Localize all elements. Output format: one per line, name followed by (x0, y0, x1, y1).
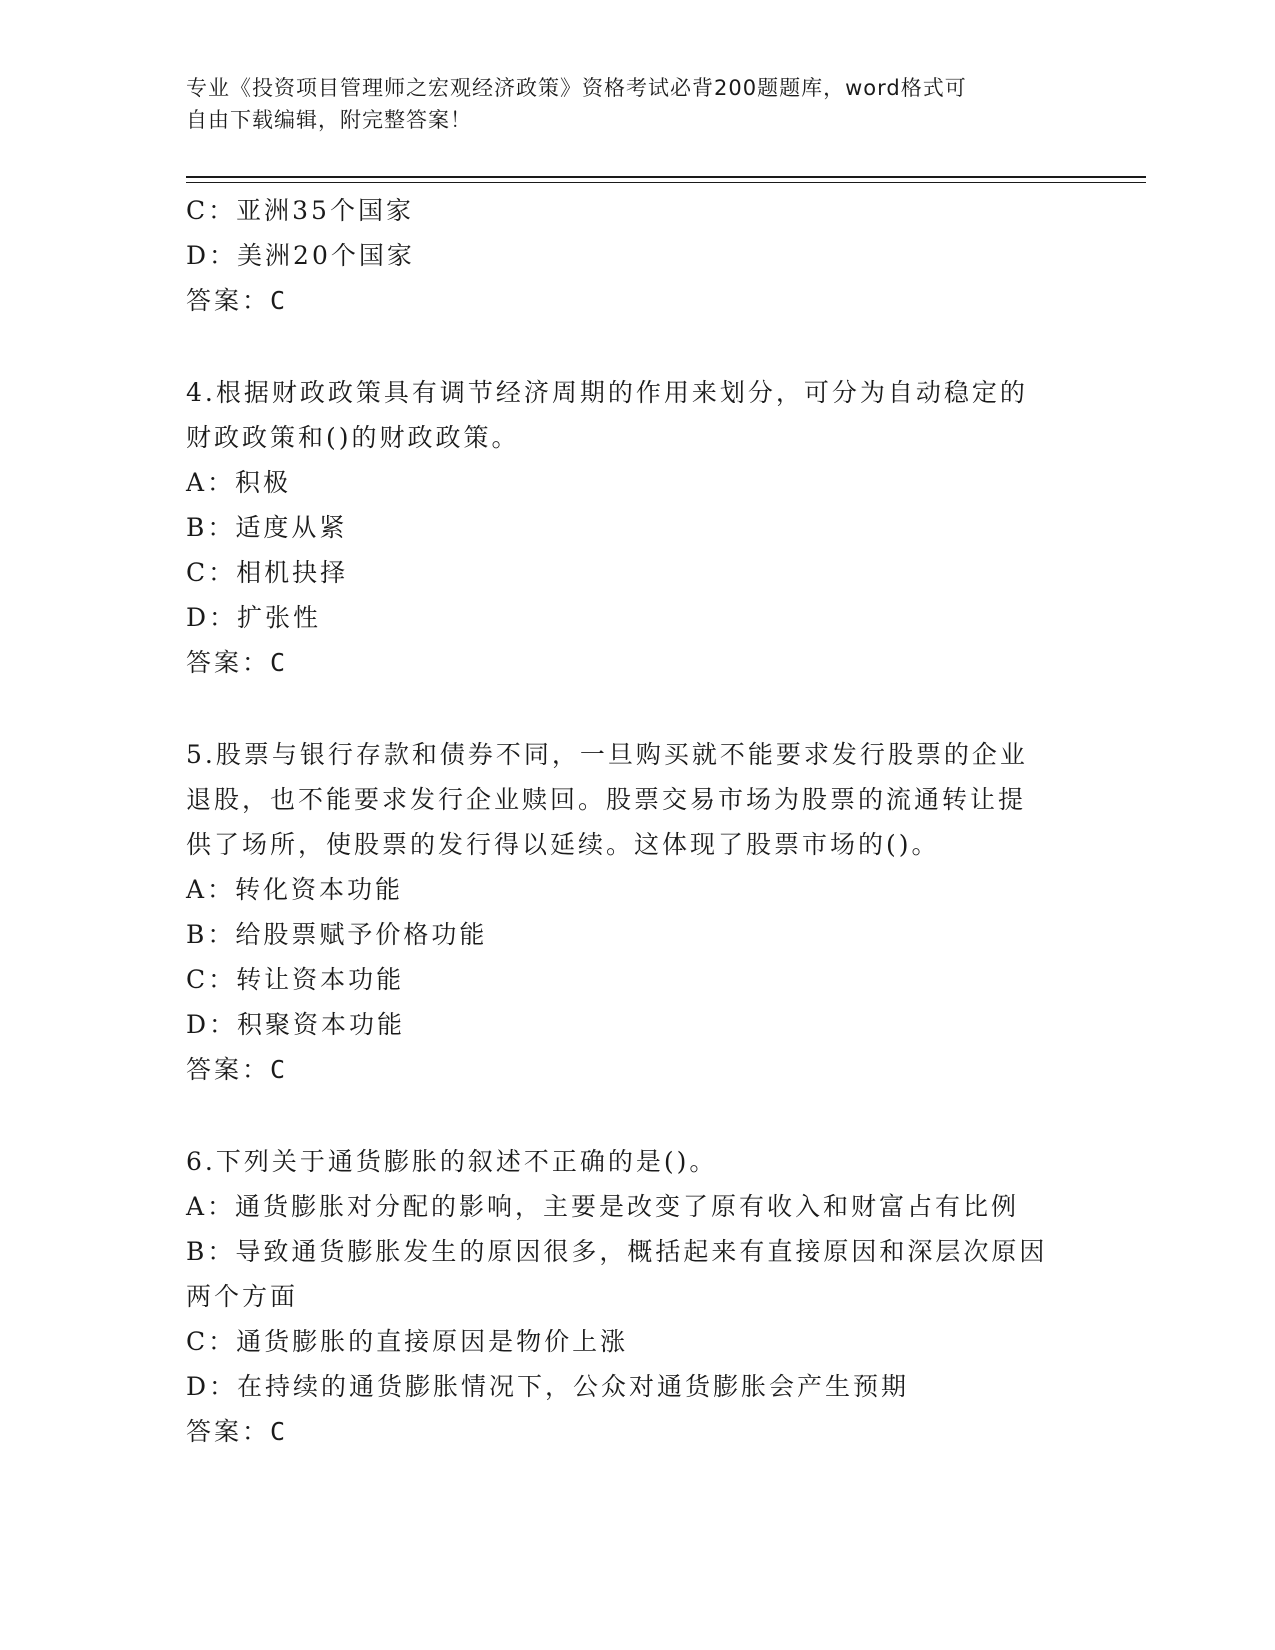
option-b: B：导致通货膨胀发生的原因很多，概括起来有直接原因和深层次原因 (186, 1237, 1048, 1266)
option-a: A：积极 (186, 468, 292, 497)
answer-value: C (270, 648, 289, 677)
option-a: A：转化资本功能 (186, 875, 404, 904)
option-a: A：通货膨胀对分配的影响，主要是改变了原有收入和财富占有比例 (186, 1192, 1020, 1221)
option-d: D：积聚资本功能 (186, 1010, 406, 1039)
option-d: D：扩张性 (186, 603, 322, 632)
option-b-continued: 两个方面 (186, 1282, 299, 1311)
answer-line (186, 278, 1086, 323)
option-c: C：通货膨胀的直接原因是物价上涨 (186, 1327, 629, 1356)
question-block (186, 732, 1086, 1092)
option-d: D：在持续的通货膨胀情况下，公众对通货膨胀会产生预期 (186, 1372, 910, 1401)
option-c: C：相机抉择 (186, 558, 349, 587)
question-text-line: 6.下列关于通货膨胀的叙述不正确的是()。 (186, 1147, 718, 1176)
question-text-line: 财政政策和()的财政政策。 (186, 423, 520, 452)
option-b: B：适度从紧 (186, 513, 348, 542)
question-text-line: 5.股票与银行存款和债券不同，一旦购买就不能要求发行股票的企业 (186, 740, 1028, 769)
header-rule-thick (186, 176, 1146, 178)
answer-line (186, 640, 1086, 685)
option-c: C：转让资本功能 (186, 965, 405, 994)
header-line-1: 专业《投资项目管理师之宏观经济政策》资格考试必背200题题库，word格式可 (186, 76, 967, 100)
question-text-line: 退股，也不能要求发行企业赎回。股票交易市场为股票的流通转让提 (186, 785, 1027, 814)
question-block (186, 370, 1086, 685)
answer-label: 答案： (186, 1417, 271, 1446)
option-d: D：美洲20个国家 (186, 241, 415, 270)
option-c: C：亚洲35个国家 (186, 196, 414, 225)
document-header (186, 72, 1066, 136)
answer-value: C (270, 1417, 289, 1446)
header-rule-thin (186, 182, 1146, 183)
answer-value: C (270, 1055, 289, 1084)
question-block-continued (186, 188, 1086, 323)
question-text-line: 供了场所，使股票的发行得以延续。这体现了股票市场的()。 (186, 830, 940, 859)
answer-value: C (270, 286, 289, 315)
option-b: B：给股票赋予价格功能 (186, 920, 488, 949)
question-list (186, 188, 1086, 1454)
header-line-2: 自由下载编辑，附完整答案！ (186, 108, 472, 132)
answer-line (186, 1047, 1086, 1092)
answer-label: 答案： (186, 648, 271, 677)
question-text-line: 4.根据财政政策具有调节经济周期的作用来划分，可分为自动稳定的 (186, 378, 1028, 407)
answer-label: 答案： (186, 1055, 271, 1084)
answer-line (186, 1409, 1086, 1454)
question-block (186, 1139, 1086, 1454)
answer-label: 答案： (186, 286, 271, 315)
